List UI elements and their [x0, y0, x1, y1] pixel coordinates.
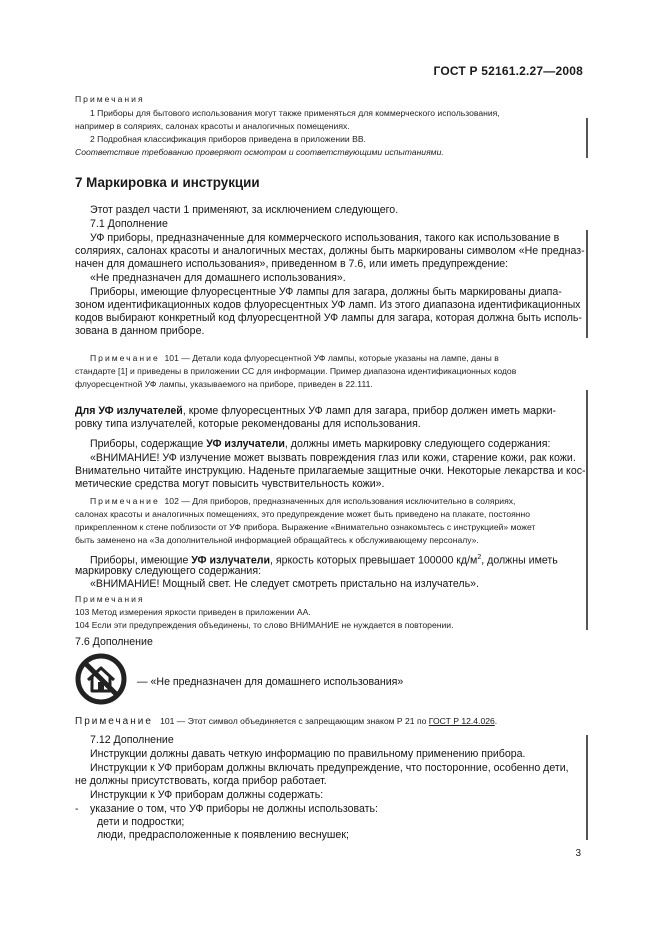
instr-2-line-1: Инструкции к УФ приборам должны включать предупреждение, что посторонние, особенно дети, — [90, 762, 569, 774]
note-1-line-1: 1 Приборы для бытового использования могут также применяться для коммерческого использования, — [90, 108, 500, 118]
note-101-line-2: стандарте [1] и приведены в приложении СС для информации. Пример диапазона идентификационных кодов — [75, 366, 517, 376]
page-number: 3 — [575, 848, 581, 859]
notes-heading-2: Примечания — [75, 594, 145, 604]
note-1-line-2: например в соляриях, салонах красоты и аналогичных помещениях. — [75, 121, 350, 131]
para-3-rest: , кроме флуоресцентных УФ ламп для загара, прибор должен иметь марки- — [182, 405, 557, 417]
para-4-pre: Приборы, содержащие — [90, 438, 207, 450]
warning-line-1: «ВНИМАНИЕ! УФ излучение может вызвать повреждения глаз или кожи, старение кожи, рак кожи. — [90, 452, 576, 464]
para-6-quote: «ВНИМАНИЕ! Мощный свет. Не следует смотреть пристально на излучатель». — [90, 578, 479, 590]
subclause-7-1: 7.1 Дополнение — [90, 218, 168, 230]
change-bar — [586, 118, 588, 158]
bold-term: УФ излучатели — [191, 554, 270, 567]
bullet-1a: дети и подростки; — [97, 816, 185, 828]
note-label: Примечание — [75, 716, 153, 727]
symbol-note — [75, 716, 497, 727]
bullet-dash: - — [75, 803, 79, 815]
para-1-line-3: начен для домашнего использования», приведенном в 7.6, или иметь предупреждение: — [75, 258, 509, 270]
note-102-line-4: быть заменено на «За дополнительной информацией обращайтесь к обслуживающему персоналу». — [75, 535, 479, 545]
para-1-line-1: УФ приборы, предназначенные для коммерческого использования, такого как использование в — [90, 232, 560, 244]
para-6-post: , должны иметь — [481, 554, 558, 567]
para-2-line-4: зована в данном приборе. — [75, 325, 205, 337]
subclause-7-12: 7.12 Дополнение — [90, 734, 174, 746]
note-102-line-3: прикрепленном к стене поблизости от УФ прибора. Выражение «Внимательно ознакомьтесь с инструкцией» может — [75, 522, 536, 532]
bullet-1: указание о том, что УФ приборы не должны использовать: — [90, 803, 378, 815]
document-code: ГОСТ Р 52161.2.27—2008 — [433, 64, 583, 78]
note-104: 104 Если эти предупреждения объединены, то слово ВНИМАНИЕ не нуждается в повторении. — [75, 620, 454, 630]
note-text: 101 — Этот символ объединяется с запрещающим знаком Р 21 по — [160, 716, 429, 726]
note-text: 102 — Для приборов, предназначенных для использования исключительно в соляриях, — [164, 496, 516, 506]
para-6-mid: , яркость которых превышает 100000 кд/м — [269, 554, 478, 567]
bold-term: Для УФ излучателей — [75, 405, 183, 417]
note-text: 101 — Детали кода флуоресцентной УФ лампы, которые указаны на лампе, даны в — [164, 353, 499, 363]
note-103: 103 Метод измерения яркости приведен в приложении АА. — [75, 607, 311, 617]
prohibition-house-icon — [75, 653, 127, 705]
para-2-line-1: Приборы, имеющие флуоресцентные УФ лампы для загара, должны быть маркированы диапа- — [90, 286, 562, 298]
note-101-line-3: флуоресцентной УФ лампы, указываемого на приборе, приведен в 22.111. — [75, 379, 373, 389]
change-bar — [586, 735, 588, 840]
instr-2-line-2: не должны присутствовать, когда прибор работает. — [75, 775, 327, 787]
compliance-note: Соответствие требованию проверяют осмотром и соответствующими испытаниями. — [75, 147, 444, 157]
note-102-line-1 — [90, 495, 515, 509]
para-3-line-1 — [75, 405, 556, 419]
warning-line-3: метические средства могут повысить чувствительность кожи». — [75, 478, 385, 490]
change-bar — [586, 390, 588, 630]
standard-link[interactable]: ГОСТ Р 12.4.026 — [428, 716, 495, 726]
section-intro: Этот раздел части 1 применяют, за исключением следующего. — [90, 204, 399, 216]
para-1-line-2: соляриях, салонах красоты и аналогичных местах, должны быть маркированы символом «Не предназ- — [75, 245, 585, 257]
bullet-1b: люди, предрасположенные к появлению веснушек; — [97, 829, 349, 841]
warning-line-2: Внимательно читайте инструкцию. Наденьте прилагаемые защитные очки. Некоторые лекарства и кос- — [75, 465, 586, 477]
note-end: . — [494, 716, 498, 726]
not-for-domestic-use-symbol — [75, 653, 127, 705]
note-101-line-1 — [90, 352, 499, 366]
para-4 — [90, 438, 550, 452]
para-4-post: , должны иметь маркировку следующего содержания: — [284, 438, 551, 450]
note-102-line-2: салонах красоты и аналогичных помещениях, это предупреждение может быть приведено на плакате, постоянно — [75, 509, 531, 519]
para-3-line-2: ровку типа излучателей, которые рекомендованы для использования. — [75, 418, 421, 430]
superscript: 2 — [477, 554, 482, 561]
para-6-pre: Приборы, имеющие — [90, 554, 192, 567]
instr-1: Инструкции должны давать четкую информацию по правильному применению прибора. — [90, 748, 526, 760]
section-title: 7 Маркировка и инструкции — [75, 175, 260, 190]
note-label: Примечание — [90, 353, 160, 363]
change-bar — [586, 230, 588, 338]
note-label: Примечание — [90, 496, 160, 506]
para-2-line-3: кодов выбирают конкретный код флуоресцентной УФ лампы для загара, которая должна быть исполь- — [75, 312, 582, 324]
instr-3: Инструкции к УФ приборам должны содержать: — [90, 789, 324, 801]
para-2-line-2: зоном идентификационных кодов флуоресцентных УФ ламп. Из этого диапазона идентификационных — [75, 299, 581, 311]
subclause-7-6: 7.6 Дополнение — [75, 636, 153, 648]
para-1-quote: «Не предназначен для домашнего использования». — [90, 272, 346, 284]
bold-term: УФ излучатели — [206, 438, 285, 450]
note-2: 2 Подробная классификация приборов приведена в приложении ВВ. — [90, 134, 366, 144]
symbol-caption: — «Не предназначен для домашнего использования» — [137, 676, 404, 688]
para-6-line-2: маркировку следующего содержания: — [75, 565, 262, 577]
notes-heading: Примечания — [75, 94, 145, 104]
